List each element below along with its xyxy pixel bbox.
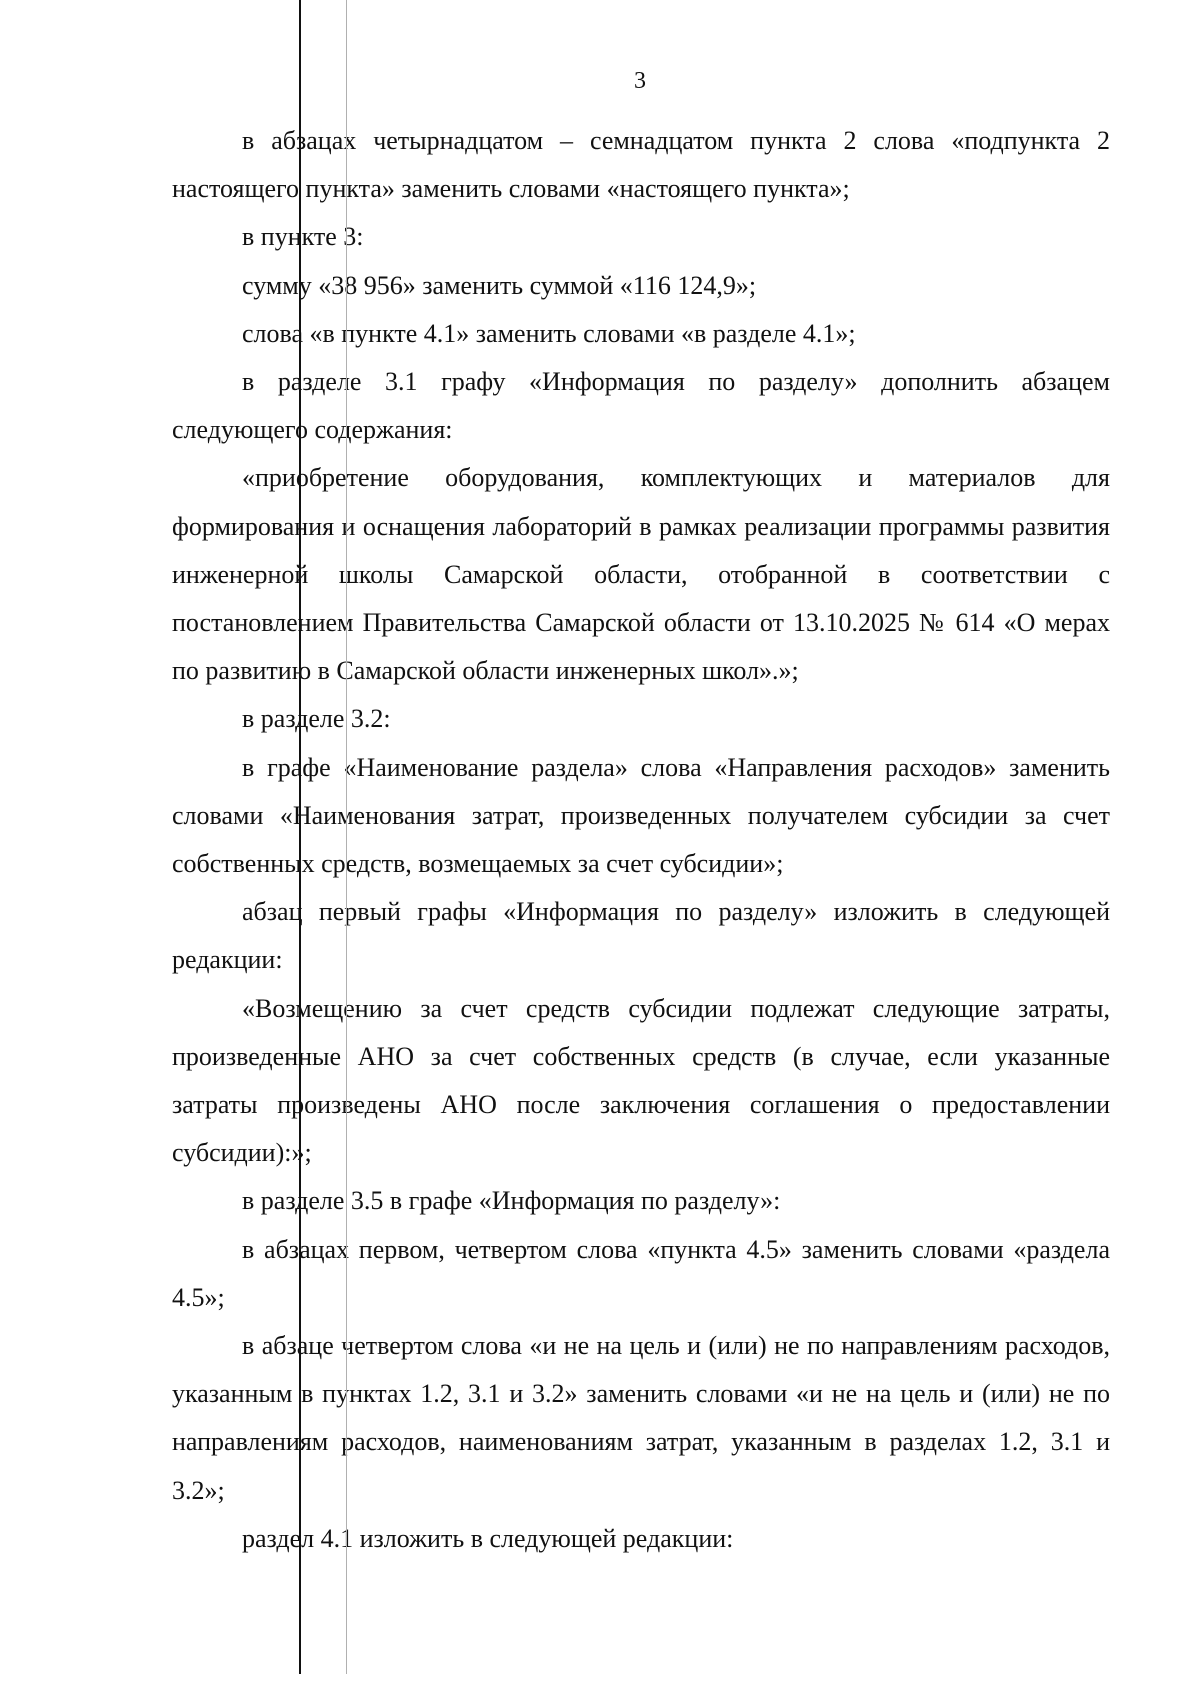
paragraph-9: абзац первый графы «Информация по разделу» изложить в следующей редакции: <box>172 897 1110 975</box>
paragraph-14: раздел 4.1 изложить в следующей редакции: <box>242 1523 734 1553</box>
paragraph-12: в абзацах первом, четвертом слова «пункта 4.5» заменить словами «раздела 4.5»; <box>172 1234 1110 1312</box>
vertical-rule-light <box>346 0 347 1674</box>
paragraph-13: в абзаце четвертом слова «и не на цель и (или) не по направлениям расходов, указанным в пунктах 1.2, 3.1 и 3.2» заменить словами «и не на цель и (или) не по направлениям расходов, наименованиям затрат, указанным в разделах 1.2, 3.1 и 3.2»; <box>172 1331 1110 1505</box>
paragraph-8: в графе «Наименование раздела» слова «Направления расходов» заменить словами «Наименования затрат, произведенных получателем субсидии за счет собственных средств, возмещаемых за счет субсидии»; <box>172 752 1110 879</box>
paragraph-5: в разделе 3.1 графу «Информация по разделу» дополнить абзацем следующего содержания: <box>172 367 1110 445</box>
paragraph-3: сумму «38 956» заменить суммой «116 124,9»; <box>242 270 757 300</box>
vertical-rule-dark <box>299 0 301 1674</box>
paragraph-2: в пункте 3: <box>242 222 364 252</box>
paragraph-4: слова «в пункте 4.1» заменить словами «в разделе 4.1»; <box>242 318 856 348</box>
paragraph-11: в разделе 3.5 в графе «Информация по разделу»: <box>242 1186 781 1216</box>
paragraph-1: в абзацах четырнадцатом – семнадцатом пункта 2 слова «подпункта 2 настоящего пункта» заменить словами «настоящего пункта»; <box>172 126 1110 204</box>
paragraph-6: «приобретение оборудования, комплектующих и материалов для формирования и оснащения лабораторий в рамках реализации программы развития инженерной школы Самарской области, отобранной в соответствии с постановлением Правительства Самарской области от 13.10.2025 № 614 «О мерах по развитию в Самарской области инженерных школ».»; <box>172 463 1110 686</box>
paragraph-10: «Возмещению за счет средств субсидии подлежат следующие затраты, произведенные АНО за счет собственных средств (в случае, если указанные затраты произведены АНО после заключения соглашения о предоставлении субсидии):»; <box>172 993 1110 1168</box>
page-number: 3 <box>634 68 646 94</box>
document-body <box>172 117 1110 1563</box>
paragraph-7: в разделе 3.2: <box>242 704 391 734</box>
